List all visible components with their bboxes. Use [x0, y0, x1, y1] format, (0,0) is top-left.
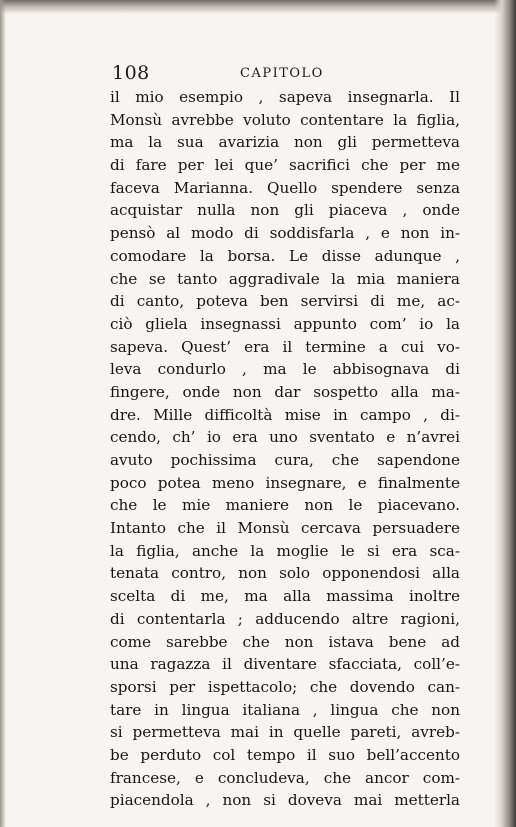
text-line: che se tanto aggradivale la mia maniera — [110, 269, 460, 288]
page-left-shadow — [0, 0, 6, 827]
text-line: leva condurlo , ma le abbisognava di — [110, 360, 460, 379]
text-line: pensò al modo di soddisfarla , e non in- — [110, 224, 460, 243]
text-line: be perduto col tempo il suo bell’accento — [110, 745, 460, 764]
text-line: scelta di me, ma alla massima inoltre — [110, 587, 460, 606]
text-line: che le mie maniere non le piacevano. — [110, 496, 460, 515]
text-line: cendo, ch’ io era uno sventato e n’avrei — [110, 428, 460, 447]
text-line: Intanto che il Monsù cercava persuadere — [110, 519, 460, 538]
text-line: si permetteva mai in quelle pareti, avreb- — [110, 723, 460, 742]
text-line: tare in lingua italiana , lingua che non — [110, 700, 460, 719]
text-line: di canto, poteva ben servirsi di me, ac- — [110, 292, 460, 311]
text-line: comodare la borsa. Le disse adunque , — [110, 246, 460, 265]
running-head: CAPITOLO — [240, 66, 324, 81]
text-line: di contentarla ; adducendo altre ragioni, — [110, 609, 460, 628]
page-header — [112, 60, 458, 88]
text-line: la figlia, anche la moglie le si era sca- — [110, 541, 460, 560]
text-line: poco potea meno insegnare, e finalmente — [110, 473, 460, 492]
text-line: il mio esempio , sapeva insegnarla. Il — [110, 88, 460, 106]
text-line: ciò gliela insegnassi appunto com’ io la — [110, 314, 460, 333]
text-line: Monsù avrebbe voluto contentare la figlia, — [110, 110, 460, 129]
text-line: di fare per lei que’ sacrifici che per me — [110, 156, 460, 175]
text-line: dre. Mille difficoltà mise in campo , di- — [110, 405, 460, 424]
text-line: faceva Marianna. Quello spendere senza — [110, 178, 460, 197]
text-line: sapeva. Quest’ era il termine a cui vo- — [110, 337, 460, 356]
text-line: come sarebbe che non istava bene ad — [110, 632, 460, 651]
text-line: ma la sua avarizia non gli permetteva — [110, 133, 460, 152]
text-line: fingere, onde non dar sospetto alla ma- — [110, 382, 460, 401]
body-text — [110, 86, 460, 812]
text-line: francese, e concludeva, che ancor com- — [110, 768, 460, 787]
text-line: tenata contro, non solo opponendosi alla — [110, 564, 460, 583]
text-line: acquistar nulla non gli piaceva , onde — [110, 201, 460, 220]
page-gutter-shadow — [494, 0, 516, 827]
text-line: una ragazza il diventare sfacciata, coll’e- — [110, 655, 460, 674]
text-line: piacendola , non si doveva mai metterla — [110, 791, 460, 810]
page-top-shadow — [0, 0, 516, 14]
text-line: sporsi per ispettacolo; che dovendo can- — [110, 677, 460, 696]
page-number: 108 — [112, 62, 150, 84]
text-line: avuto pochissima cura, che sapendone — [110, 451, 460, 469]
